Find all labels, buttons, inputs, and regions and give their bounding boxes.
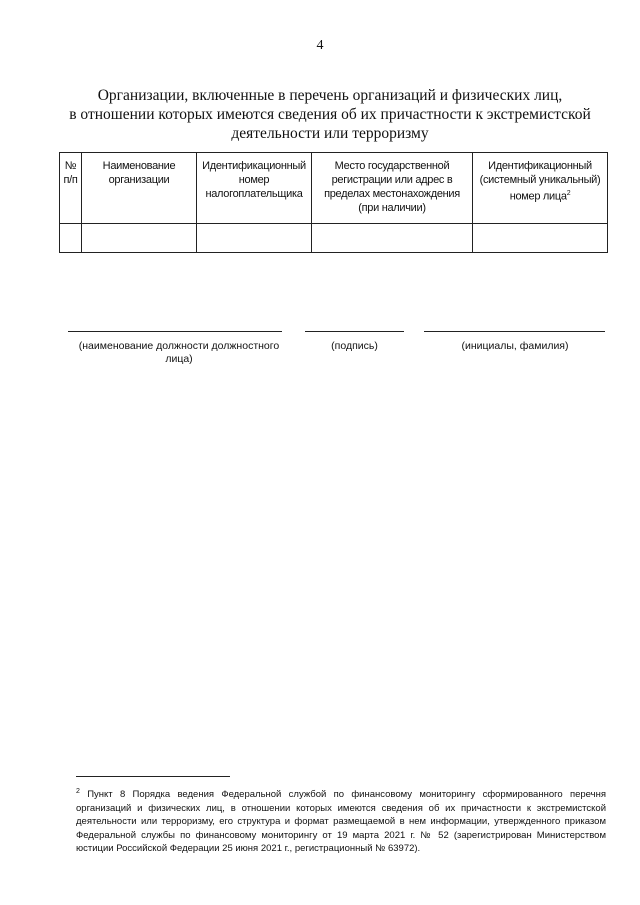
title-line-3: деятельности или терроризму: [231, 125, 429, 142]
organizations-table: [59, 152, 608, 253]
header-number: № п/п: [60, 153, 82, 224]
page-number: 4: [316, 38, 324, 53]
header-org-name: Наименование организации: [82, 153, 197, 224]
footnote-reference: 2: [566, 190, 571, 197]
table-cell[interactable]: [312, 224, 473, 253]
table-header-row: [60, 153, 608, 224]
title-line-2: в отношении которых имеются сведения об их причастности к экстремистской: [69, 106, 591, 123]
document-title: [40, 86, 620, 143]
footnote-mark: 2: [76, 788, 80, 795]
position-line: [68, 331, 282, 332]
header-registration-place: Место государственной регистрации или адрес в пределах местонахождения (при наличии): [312, 153, 473, 224]
table-cell[interactable]: [473, 224, 608, 253]
footnote-divider: [76, 776, 230, 777]
signature-line: [305, 331, 404, 332]
name-line: [424, 331, 605, 332]
position-caption: (наименование должности должностного лица): [78, 340, 280, 365]
table-cell[interactable]: [82, 224, 197, 253]
title-line-1: Организации, включенные в перечень организаций и физических лиц,: [97, 87, 563, 104]
header-unique-id: Идентификационный (системный уникальный) номер лица$^2$: [473, 153, 608, 224]
name-caption: (инициалы, фамилия): [461, 340, 569, 352]
table-cell[interactable]: [60, 224, 82, 253]
footnote-text: Пункт 8 Порядка ведения Федеральной службой по финансовому мониторингу сформированного перечня организаций и физических лиц, в отношении которых имеются сведения об их причастности к экстремистской деятельности или терроризму, его структура и формат размещаемой в нем информации, утвержденного приказом Федеральной службы по финансовому мониторингу от 19 марта 2021 г. № 52 (зарегистрирован Министерством юстиции Российской Федерации 25 июня 2021 г., регистрационный № 63972).: [76, 789, 606, 855]
footnote: [76, 785, 606, 856]
table-row: [60, 224, 608, 253]
table-cell[interactable]: [197, 224, 312, 253]
signature-caption: (подпись): [331, 340, 378, 352]
header-inn: Идентификационный номер налогоплательщика: [197, 153, 312, 224]
